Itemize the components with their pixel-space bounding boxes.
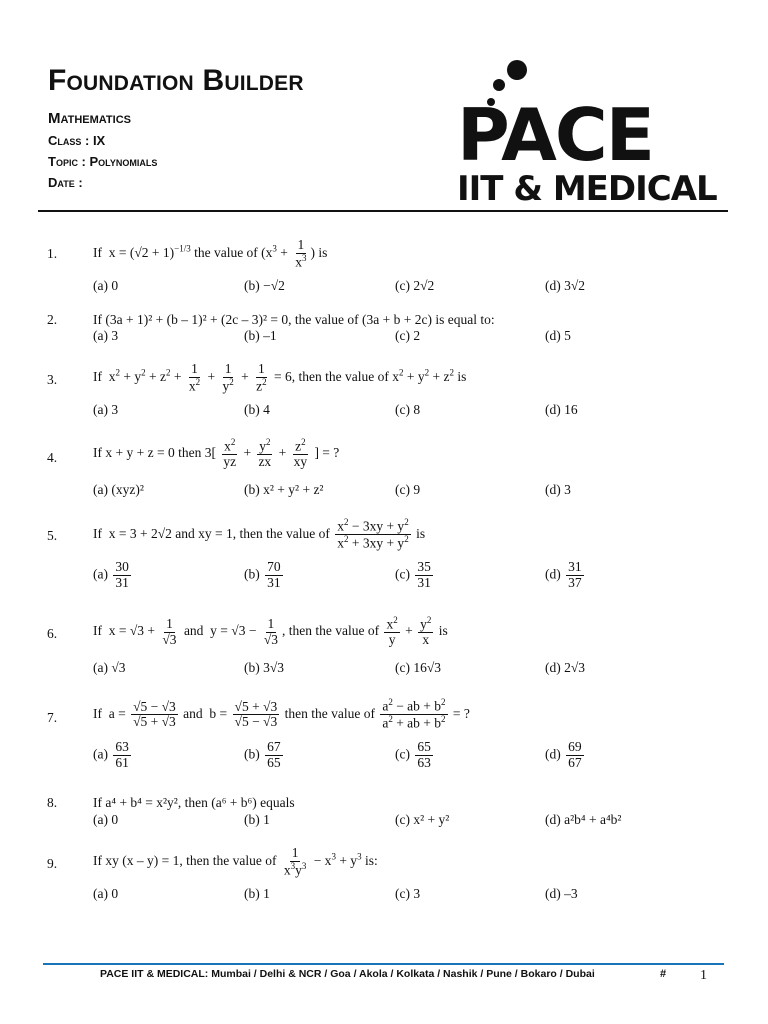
option-b: (b) 3√3 [244,660,285,675]
question-text: If a = $\frac{√5 - √3}{√5 + √3}$ and b = $\frac{√5 + √3}{√5 - √3}$ then the value of $\frac{a^2 - ab + b^2}{a^2 + ab + b^2}$ = ? [93,697,470,731]
option-d: (d) 3√2 [545,278,586,293]
option-b: (b) 1 [244,812,270,827]
option-b: (b) $\frac{67}{65}$ [244,739,281,770]
option-c: (c) $\frac{35}{31}$ [395,559,431,590]
option-a: (a) 0 [93,278,119,293]
page-number: 1 [700,968,707,983]
option-c: (c) x² + y² [395,812,450,827]
option-a: (a) 3 [93,402,119,417]
option-b: (b) 4 [244,402,270,417]
question-number: 8. [47,795,58,810]
option-a: (a) $\frac{30}{31}$ [93,559,129,590]
option-d: (d) 5 [545,328,571,343]
option-c: (c) 16√3 [395,660,442,675]
option-c: (c) 3 [395,886,421,901]
option-b: (b) −√2 [244,278,285,293]
option-c: (c) $\frac{65}{63}$ [395,739,431,770]
logo-pace-text: PACE [457,93,653,177]
option-b: (b) 1 [244,886,270,901]
pace-logo [455,58,725,208]
option-c: (c) 2√2 [395,278,435,293]
option-a: (a) $\frac{63}{61}$ [93,739,129,770]
option-c: (c) 9 [395,482,421,497]
option-d: (d) 2√3 [545,660,586,675]
logo-sub-text: IIT & MEDICAL [457,169,717,208]
question-text: If xy (x – y) = 1, then the value of $\frac{1}{x^3y^3}$ − $x^3 + y^3$ is: [93,845,378,878]
question-number: 9. [47,856,58,871]
option-a: (a) 0 [93,886,119,901]
question-text: If x + y + z = 0 then 3[ $\frac{x^2}{yz}$ + $\frac{y^2}{zx}$ + $\frac{z^2}{xy}$ ] = ? [93,437,340,470]
question-number: 6. [47,626,58,641]
subject-label: Mathematics [48,110,131,127]
option-a: (a) (xyz)² [93,482,144,497]
option-a: (a) 3 [93,328,119,343]
question-text: If (3a + 1)² + (b – 1)² + (2c – 3)² = 0, the value of (3a + b + 2c) is equal to: [93,312,495,327]
question-text: If x = 3 + 2√2 and xy = 1, then the value of $\frac{x^2 - 3xy + y^2}{x^2 + 3xy + y^2}$ is [93,517,426,551]
option-c: (c) 8 [395,402,421,417]
option-d: (d) $\frac{31}{37}$ [545,559,582,590]
header-rule [38,210,728,212]
question-number: 7. [47,710,58,725]
question-number: 3. [47,372,58,387]
question-text: If x = √3 + $\frac{1}{√3}$ and y = √3 − $\frac{1}{√3}$ , then the value of $\frac{x^2}{y}$ + $\frac{y^2}{x}$ is [93,615,448,648]
option-c: (c) 2 [395,328,421,343]
option-b: (b) –1 [244,328,277,343]
option-b: (b) $\frac{70}{31}$ [244,559,281,590]
page-title: Foundation Builder [48,64,304,97]
question-number: 4. [47,450,58,465]
question-text: If a⁴ + b⁴ = x²y², then (a⁶ + b⁶) equals [93,795,295,810]
option-d: (d) –3 [545,886,578,901]
option-b: (b) x² + y² + z² [244,482,324,497]
footer-text: PACE IIT & MEDICAL: Mumbai / Delhi & NCR / Goa / Akola / Kolkata / Nashik / Pune / Bokaro / Dubai [100,968,595,980]
option-d: (d) 3 [545,482,571,497]
topic-label: Topic : Polynomials [48,154,158,169]
question-number: 5. [47,528,58,543]
option-d: (d) 16 [545,402,578,417]
question-number: 1. [47,246,58,261]
option-a: (a) 0 [93,812,119,827]
question-text: If $x = (√2 + 1)^{-1/3}$ the value of ($x^3$ + $\frac{1}{x^3}$ ) is [93,237,328,270]
option-a: (a) √3 [93,660,126,675]
option-d: (d) $\frac{69}{67}$ [545,739,582,770]
class-label: Class : IX [48,133,106,148]
option-d: (d) a²b⁴ + a⁴b² [545,812,622,827]
question-text: If $x^2 + y^2 + z^2$ + $\frac{1}{x^2}$ + $\frac{1}{y^2}$ + $\frac{1}{z^2}$ = 6, then the value of $x^2 + y^2 + z^2$ is [93,361,467,394]
footer-hash: # [660,968,667,980]
footer-rule [43,963,724,965]
question-number: 2. [47,312,58,327]
date-label: Date : [48,175,83,190]
